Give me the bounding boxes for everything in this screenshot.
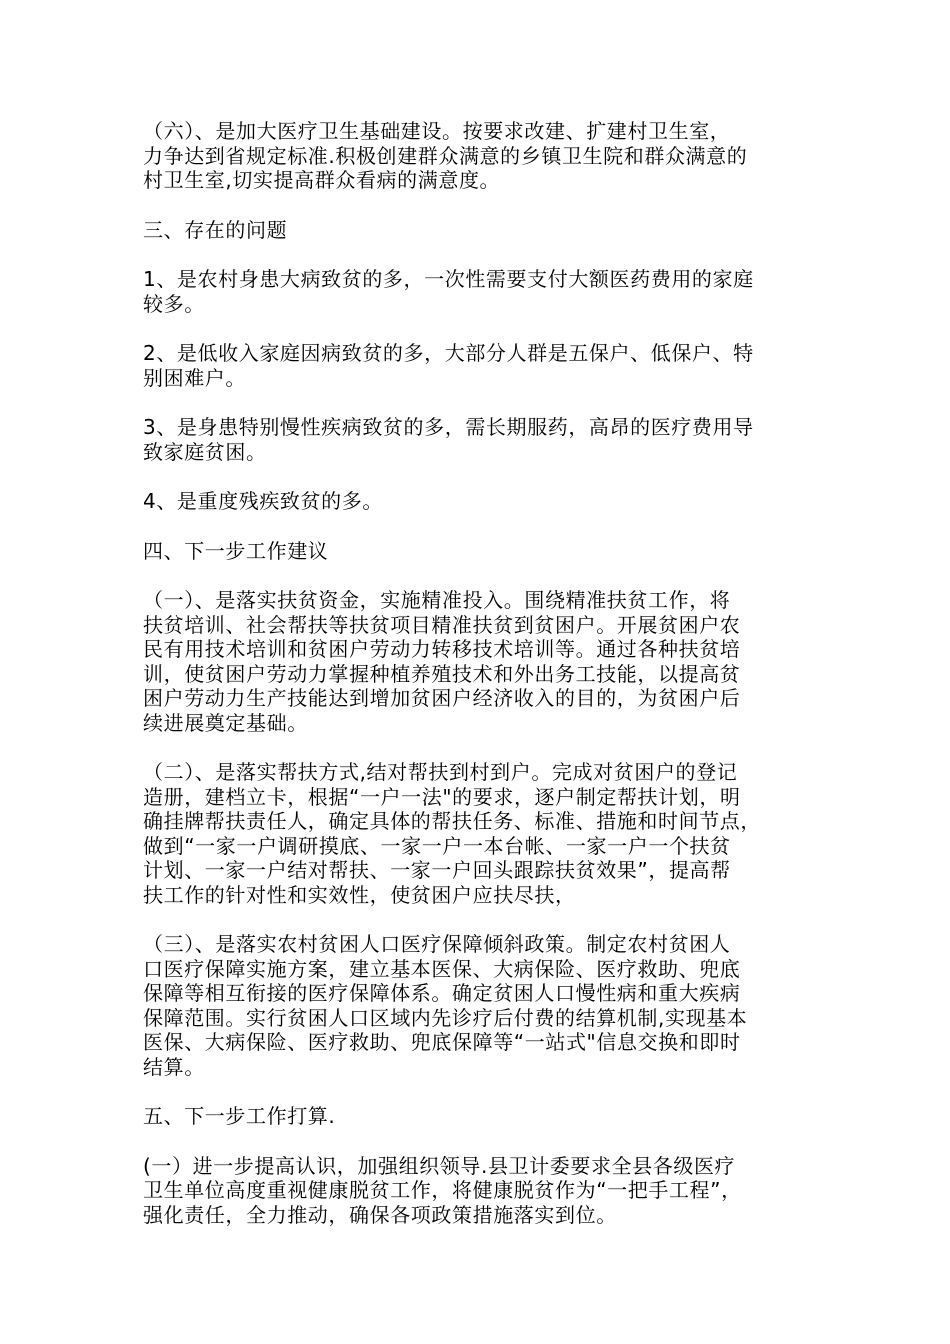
heading-existing-problems: 三、存在的问题 <box>143 217 288 242</box>
paragraph-suggestion-1: （一）、是落实扶贫资金，实施精准投入。围绕精准扶贫工作，将 扶贫培训、社会帮扶等扶贫项目精准扶贫到贫困户。开展贫困户农 民有用技术培训和贫困户劳动力转移技术培训等。通过各种扶贫培 训，使贫困户劳动力掌握种植养殖技术和外出务工技能，以提高贫 困户劳动力生产技能达到增加贫困户经济收入的目的，为贫困户后 续进展奠定基础。 <box>143 588 741 735</box>
paragraph-problem-2: 2、是低收入家庭因病致贫的多，大部分人群是五保户、低保户、特 别困难户。 <box>143 341 754 390</box>
paragraph-suggestion-3: （三）、是落实农村贫困人口医疗保障倾斜政策。制定农村贫困人 口医疗保障实施方案，建立基本医保、大病保险、医疗救助、兜底 保障等相互衔接的医疗保障体系。确定贫困人口慢性病和重大疾病 保障范围。实行贫困人口区域内先诊疗后付费的结算机制,实现基本 医保、大病保险、医疗救助、兜底保障等“一站式"信息交换和即时 结算。 <box>143 932 748 1079</box>
paragraph-plan-1: (一）进一步提高认识，加强组织领导.县卫计委要求全县各级医疗 卫生单位高度重视健康脱贫工作，将健康脱贫作为“一把手工程”， 强化责任，全力推动，确保各项政策措施落实到位。 <box>143 1153 742 1227</box>
paragraph-section-6: （六）、是加大医疗卫生基础建设。按要求改建、扩建村卫生室， 力争达到省规定标准.积极创建群众满意的乡镇卫生院和群众满意的 村卫生室,切实提高群众看病的满意度。 <box>143 119 748 192</box>
paragraph-problem-3: 3、是身患特别慢性疾病致贫的多，需长期服药，高昂的医疗费用导 致家庭贫困。 <box>143 415 754 464</box>
document-page <box>143 119 807 1251</box>
heading-next-step-suggestions: 四、下一步工作建议 <box>143 538 329 563</box>
paragraph-problem-1: 1、是农村身患大病致贫的多，一次性需要支付大额医药费用的家庭 较多。 <box>143 267 754 316</box>
heading-next-step-plans: 五、下一步工作打算. <box>143 1104 336 1128</box>
paragraph-suggestion-2: （二）、是落实帮扶方式,结对帮扶到村到户。完成对贫困户的登记 造册，建档立卡，根据“一户一法"的要求，逐户制定帮扶计划，明 确挂牌帮扶责任人，确定具体的帮扶任务、标准、措施和时间节点， 做到“一家一户调研摸底、一家一户一本台帐、一家一户一个扶贫 计划、一家一户结对帮扶、一家一户回头跟踪扶贫效果”，提高帮 扶工作的针对性和实效性，使贫困户应扶尽扶， <box>143 760 761 907</box>
paragraph-problem-4: 4、是重度残疾致贫的多。 <box>143 489 383 513</box>
